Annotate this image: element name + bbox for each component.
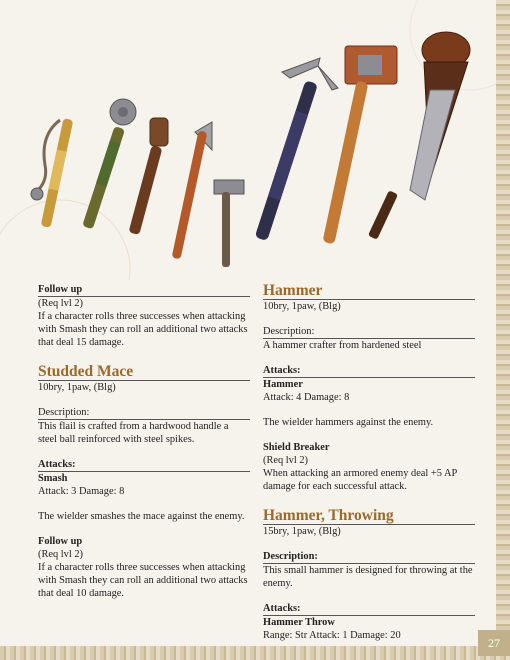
hammer-heading: Hammer [263,280,475,300]
smash-attack-text: The wielder smashes the mace against the enemy. [38,511,245,522]
left-column [38,283,250,600]
hammer-attack-stats: Attack: 4 Damage: 8 [263,392,350,403]
page-number: 27 [478,630,510,656]
hammer-throwing-description-label: Description: [263,550,475,564]
shield-breaker-text: When attacking an armored enemy deal +5 AP damage for each successful attack. [263,468,457,492]
shield-breaker-req: (Req lvl 2) [263,455,309,466]
hammer-cost: 10bry, 1paw, (Blg) [263,301,341,312]
hammer-description-label: Description: [263,325,475,339]
studded-mace-icon [82,99,136,229]
studded-mace-description: This flail is crafted from a hardwood handle a steel ball reinforced with steel spikes. [38,421,229,445]
war-axe-icon [172,122,212,259]
smash-attack-name: Smash [38,473,68,484]
follow-up-title: Follow up [38,283,250,297]
hammer-description: A hammer crafter from hardened steel [263,340,422,351]
studded-mace-cost: 10bry, 1paw, (Blg) [38,382,116,393]
flail-icon [31,118,73,228]
mace-follow-up-req: (Req lvl 2) [38,549,84,560]
studded-mace-heading: Studded Mace [38,361,250,381]
studded-mace-description-label: Description: [38,406,250,420]
hammer-throwing-description: This small hammer is designed for throwing at the enemy. [263,565,473,589]
war-pick-icon [255,58,338,241]
small-hammer-icon [214,180,244,267]
page-border-bottom [0,646,510,660]
follow-up-text: If a character rolls three successes when attacking with Smash they can roll an additional two attacks that deal 15 damage. [38,311,248,348]
page-border-right [496,0,510,660]
weapons-illustration [0,0,496,280]
hammer-throwing-cost: 15bry, 1paw, (Blg) [263,526,341,537]
studded-mace-attacks-label: Attacks: [38,458,250,472]
smash-attack-stats: Attack: 3 Damage: 8 [38,486,125,497]
follow-up-req: (Req lvl 2) [38,298,84,309]
club-icon [129,118,168,235]
right-column [263,280,475,642]
hammer-attack-text: The wielder hammers against the enemy. [263,417,434,428]
hammer-throwing-attacks-label: Attacks: [263,602,475,616]
shield-breaker-title: Shield Breaker [263,442,330,453]
mace-follow-up-title: Follow up [38,536,83,547]
hammer-throw-attack-stats: Range: Str Attack: 1 Damage: 20 [263,630,401,641]
hammer-throwing-heading: Hammer, Throwing [263,505,475,525]
hammer-attacks-label: Attacks: [263,364,475,378]
mace-follow-up-text: If a character rolls three successes when attacking with Smash they can roll an additional two attacks that deal 10 damage. [38,562,248,599]
hammer-throw-attack-name: Hammer Throw [263,617,335,628]
hammer-attack-name: Hammer [263,379,303,390]
